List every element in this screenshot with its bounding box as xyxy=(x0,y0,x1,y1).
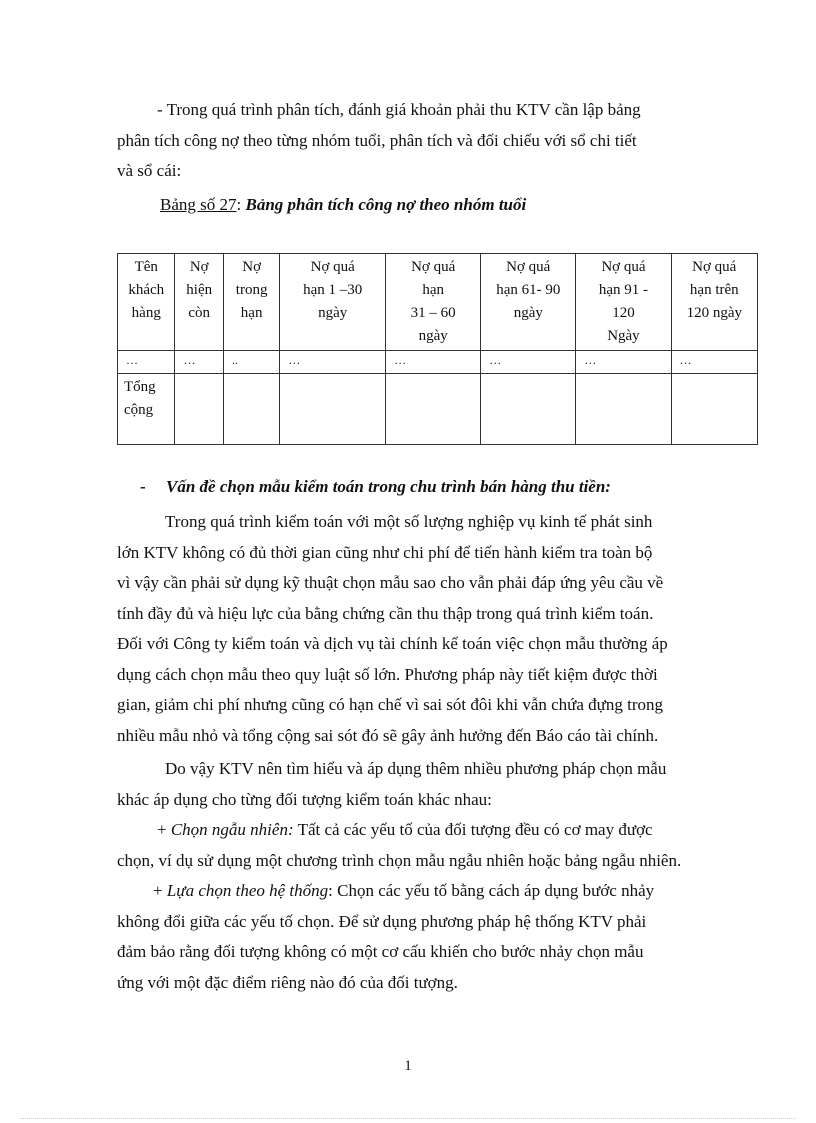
term-random-selection: Chọn ngẫu nhiên: xyxy=(170,820,294,839)
bullet: + xyxy=(157,820,171,839)
paragraph-line: nhiều mẫu nhỏ và tổng cộng sai sót đó sẽ gây ảnh hưởng đến Báo cáo tài chính. xyxy=(117,725,659,745)
table-caption-label: Bảng số 27 xyxy=(160,195,237,214)
table-cell: … xyxy=(386,351,481,374)
bullet: + xyxy=(153,881,167,900)
header-customer-name: Tên khách hàng xyxy=(118,254,175,351)
total-label-cell: Tổng cộng xyxy=(118,374,175,445)
debt-aging-table xyxy=(117,253,758,445)
table-cell xyxy=(223,374,279,445)
table-cell xyxy=(280,374,386,445)
methods-intro-paragraph xyxy=(117,754,739,815)
table-cell xyxy=(576,374,671,445)
table-cell: … xyxy=(280,351,386,374)
paragraph-line: chọn, ví dụ sử dụng một chương trình chọn mẫu ngẫu nhiên hoặc bảng ngẫu nhiên. xyxy=(117,850,682,870)
table-cell xyxy=(175,374,223,445)
header-debt-within-term: Nợ trong hạn xyxy=(223,254,279,351)
paragraph-line: dụng cách chọn mẫu theo quy luật số lớn. Phương pháp này tiết kiệm được thời xyxy=(117,664,658,684)
paragraph-line: khác áp dụng cho từng đối tượng kiểm toán khác nhau: xyxy=(117,789,492,809)
table-caption xyxy=(160,193,526,217)
table-cell xyxy=(481,374,576,445)
random-selection-paragraph xyxy=(117,815,739,876)
paragraph-line: vì vậy cần phải sử dụng kỹ thuật chọn mẫu sao cho vẫn phải đáp ứng yêu cầu về xyxy=(117,573,664,592)
table-cell xyxy=(671,374,757,445)
intro-line-1: - Trong quá trình phân tích, đánh giá khoản phải thu KTV cần lập bảng xyxy=(157,100,641,119)
table-row-placeholder xyxy=(118,351,758,374)
table-cell: … xyxy=(118,351,175,374)
table-row-total xyxy=(118,374,758,445)
paragraph-line: Trong quá trình kiểm toán với một số lượng nghiệp vụ kinh tế phát sinh xyxy=(165,512,653,531)
section-heading-text: Vấn đề chọn mẫu kiểm toán trong chu trình bán hàng thu tiền: xyxy=(166,477,611,496)
paragraph-line: đảm bảo rằng đối tượng không có một cơ cấu khiến cho bước nhảy chọn mẫu xyxy=(117,942,644,961)
intro-line-2: phân tích công nợ theo từng nhóm tuổi, phân tích và đối chiếu với sổ chi tiết xyxy=(117,130,637,150)
table-cell xyxy=(386,374,481,445)
intro-line-3: và sổ cái: xyxy=(117,161,182,180)
paragraph-line: Đối với Công ty kiểm toán và dịch vụ tài chính kế toán việc chọn mẫu thường áp xyxy=(117,634,668,653)
table-cell: … xyxy=(175,351,223,374)
term-systematic-selection: Lựa chọn theo hệ thống xyxy=(166,881,329,900)
paragraph-line: Do vậy KTV nên tìm hiểu và áp dụng thêm nhiều phương pháp chọn mẫu xyxy=(165,759,667,778)
table-caption-title: Bảng phân tích công nợ theo nhóm tuổi xyxy=(245,195,527,214)
header-overdue-61-90: Nợ quá hạn 61- 90 ngày xyxy=(481,254,576,351)
table-cell: .. xyxy=(223,351,279,374)
table-header-row xyxy=(118,254,758,351)
paragraph-line: gian, giảm chi phí nhưng cũng có hạn chế vì sai sót đôi khi vẫn chứa đựng trong xyxy=(117,695,664,714)
table-caption-colon: : xyxy=(236,195,242,214)
paragraph-line: Tất cả các yếu tố của đối tượng đều có cơ may được xyxy=(293,820,653,839)
header-overdue-over-120: Nợ quá hạn trên 120 ngày xyxy=(671,254,757,351)
header-current-debt: Nợ hiện còn xyxy=(175,254,223,351)
paragraph-line: lớn KTV không có đủ thời gian cũng như chi phí để tiến hành kiểm tra toàn bộ xyxy=(117,542,653,562)
section-heading xyxy=(140,475,611,499)
table-cell: … xyxy=(671,351,757,374)
header-overdue-91-120: Nợ quá hạn 91 - 120 Ngày xyxy=(576,254,671,351)
sampling-paragraph xyxy=(117,507,739,751)
page-number: 1 xyxy=(404,1058,412,1074)
paragraph-line: không đổi giữa các yếu tố chọn. Để sử dụng phương pháp hệ thống KTV phải xyxy=(117,911,647,931)
table-cell: … xyxy=(576,351,671,374)
paragraph-line: : Chọn các yếu tố bằng cách áp dụng bước nhảy xyxy=(328,881,655,900)
section-heading-dash: - xyxy=(140,477,146,496)
systematic-selection-paragraph xyxy=(117,876,739,998)
paragraph-line: tính đầy đủ và hiệu lực của bằng chứng cần thu thập trong quá trình kiểm toán. xyxy=(117,603,654,623)
header-overdue-31-60: Nợ quá hạn 31 – 60 ngày xyxy=(386,254,481,351)
intro-paragraph xyxy=(117,95,739,187)
paragraph-line: ứng với một đặc điểm riêng nào đó của đối tượng. xyxy=(117,972,458,992)
footer-divider xyxy=(20,1118,796,1119)
header-overdue-1-30: Nợ quá hạn 1 –30 ngày xyxy=(280,254,386,351)
table-cell: … xyxy=(481,351,576,374)
